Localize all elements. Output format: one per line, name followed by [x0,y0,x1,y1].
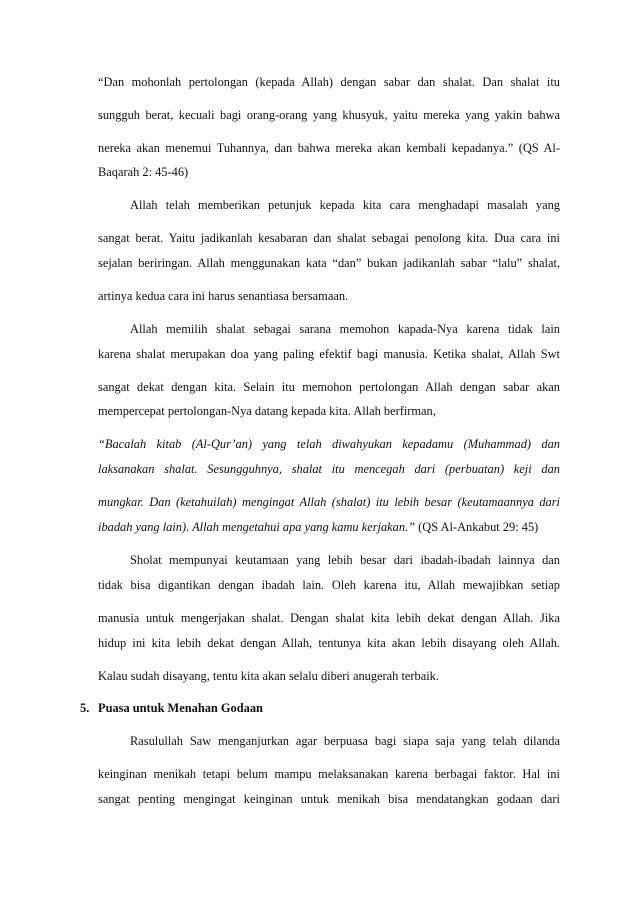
para1-line-2: sungguh berat, kecuali bagi orang-orang yang khusyuk, yaitu mereka yang yakin bahwa [98,108,560,122]
para2-line-1: Allah telah memberikan petunjuk kepada kita cara menghadapi masalah yang [130,198,560,212]
quote-line-2: laksanakan shalat. Sesungguhnya, shalat itu mencegah dari (perbuatan) keji dan [98,462,560,476]
para5-line-3: sangat penting mengingat keinginan untuk menikah bisa mendatangkan godaan dari [98,792,560,806]
quote-citation: (QS Al-Ankabut 29: 45) [418,520,539,534]
para1-line-4: Baqarah 2: 45-46) [98,165,189,179]
para4-line-3: manusia untuk mengerjakan shalat. Dengan shalat kita lebih dekat dengan Allah. Jika [98,611,560,625]
para5-line-2: keinginan menikah tetapi belum mampu melaksanakan karena berbagai faktor. Hal ini [98,767,560,781]
para4-line-1: Sholat mempunyai keutamaan yang lebih besar dari ibadah-ibadah lainnya dan [130,553,560,567]
quote-line-3: mungkar. Dan (ketahuilah) mengingat Allah (shalat) itu lebih besar (keutamaannya dari [98,495,560,509]
quote-text: ibadah yang lain). Allah mengetahui apa yang kamu kerjakan.” [98,520,416,534]
para3-line-4: mempercepat pertolongan-Nya datang kepada kita. Allah berfirman, [98,404,436,418]
para3-line-1: Allah memilih shalat sebagai sarana memohon kapada-Nya karena tidak lain [130,322,560,336]
para3-line-2: karena shalat merupakan doa yang paling efektif bagi manusia. Ketika shalat, Allah Swt [98,347,560,361]
para2-line-2: sangat berat. Yaitu jadikanlah kesabaran dan shalat sebagai penolong kita. Dua cara ini [98,231,560,245]
para4-line-4: hidup ini kita lebih dekat dengan Allah, tentunya kita akan lebih disayang oleh Allah. [98,636,560,650]
para2-line-4: artinya kedua cara ini harus senantiasa bersamaan. [98,289,349,303]
para2-line-3: sejalan beriringan. Allah menggunakan kata “dan” bukan jadikanlah sabar “lalu” shalat, [98,256,560,270]
quote-line-1: “Bacalah kitab (Al-Qur’an) yang telah diwahyukan kepadamu (Muhammad) dan [98,437,560,451]
para1-line-1: “Dan mohonlah pertolongan (kepada Allah) dengan sabar dan shalat. Dan shalat itu [98,75,560,89]
section-title: Puasa untuk Menahan Godaan [98,701,263,715]
para4-line-5: Kalau sudah disayang, tentu kita akan selalu diberi anugerah terbaik. [98,669,439,683]
quote-line-4 [98,518,560,536]
para1-line-3: nereka akan menemui Tuhannya, dan bahwa mereka akan kembali kepadanya.” (QS Al- [98,141,560,155]
para3-line-3: sangat dekat dengan kita. Selain itu memohon pertolongan Allah dengan sabar akan [98,380,560,394]
section-number: 5. [80,701,90,715]
para5-line-1: Rasulullah Saw menganjurkan agar berpuasa bagi siapa saja yang telah dilanda [130,734,560,748]
section-heading [80,699,560,717]
para4-line-2: tidak bisa digantikan dengan ibadah lain. Oleh karena itu, Allah mewajibkan setiap [98,578,560,592]
